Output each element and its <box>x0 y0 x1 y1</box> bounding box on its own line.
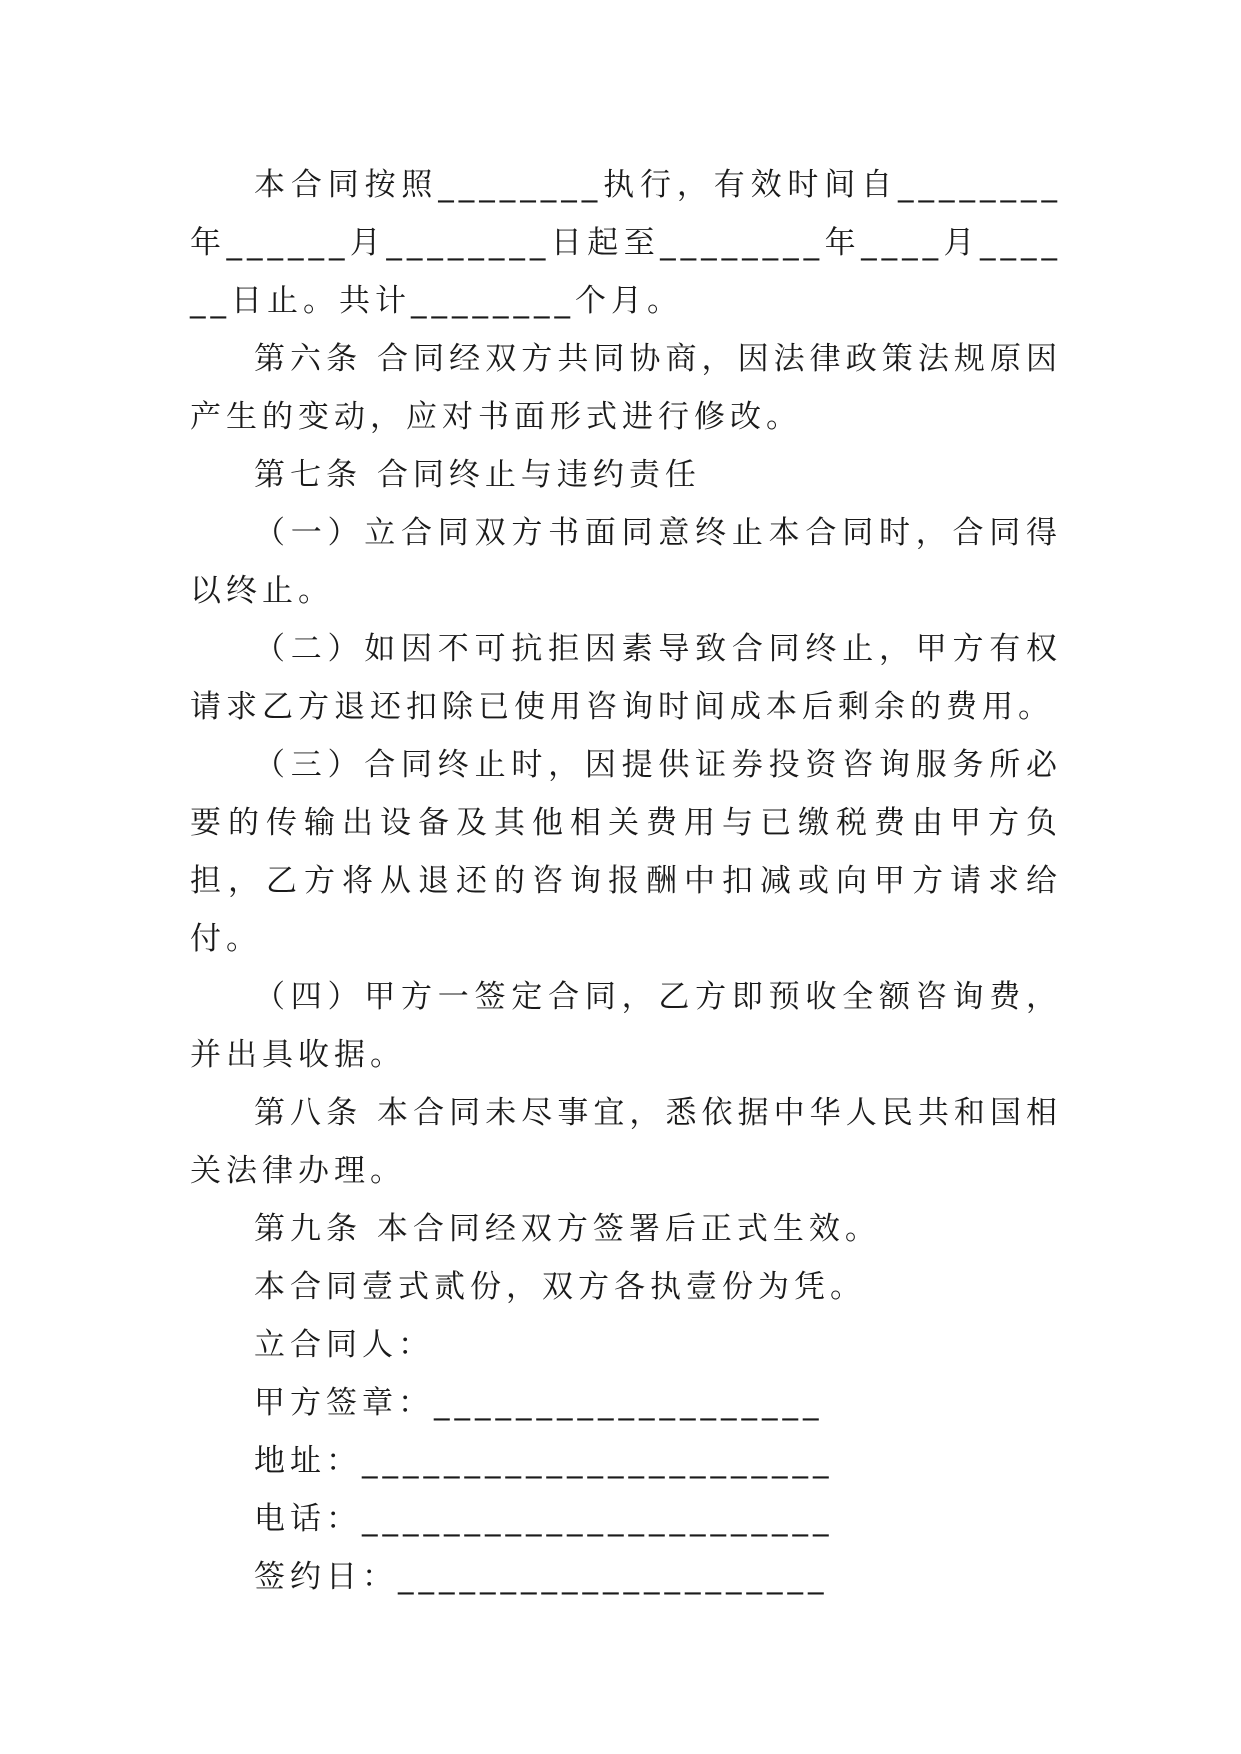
signature-phone-line: 电话：_______________________ <box>254 1501 834 1537</box>
paragraph-article-7-item-1: （一）立合同双方书面同意终止本合同时，合同得以终止。 <box>190 515 1062 609</box>
signature-date-line: 签约日：_____________________ <box>254 1559 829 1595</box>
paragraph-article-8: 第八条 本合同未尽事宜，悉依据中华人民共和国相关法律办理。 <box>190 1095 1062 1189</box>
paragraph-article-7-item-2: （二）如因不可抗拒因素导致合同终止，甲方有权请求乙方退还扣除已使用咨询时间成本后剩余的费用。 <box>190 631 1062 725</box>
signature-party-a-line: 甲方签章：___________________ <box>254 1385 824 1421</box>
paragraph-article-7-item-3: （三）合同终止时，因提供证券投资咨询服务所必要的传输出设备及其他相关费用与已缴税费由甲方负担，乙方将从退还的咨询报酬中扣减或向甲方请求给付。 <box>190 747 1062 957</box>
paragraph-article-6: 第六条 合同经双方共同协商，因法律政策法规原因产生的变动，应对书面形式进行修改。 <box>190 341 1062 435</box>
paragraph-contract-term: 本合同按照________执行，有效时间自________ 年______月________日起至________年____月______日止。共计________个月。 <box>190 167 1062 319</box>
paragraph-article-7-title: 第七条 合同终止与违约责任 <box>254 457 701 493</box>
paragraph-article-7-item-4: （四）甲方一签定合同，乙方即预收全额咨询费，并出具收据。 <box>190 979 1062 1073</box>
paragraph-copies: 本合同壹式贰份，双方各执壹份为凭。 <box>254 1269 866 1305</box>
signature-parties-label: 立合同人： <box>254 1327 434 1363</box>
paragraph-article-9: 第九条 本合同经双方签署后正式生效。 <box>254 1211 881 1247</box>
signature-address-line: 地址：_______________________ <box>254 1443 834 1479</box>
document-body <box>190 156 1062 1606</box>
